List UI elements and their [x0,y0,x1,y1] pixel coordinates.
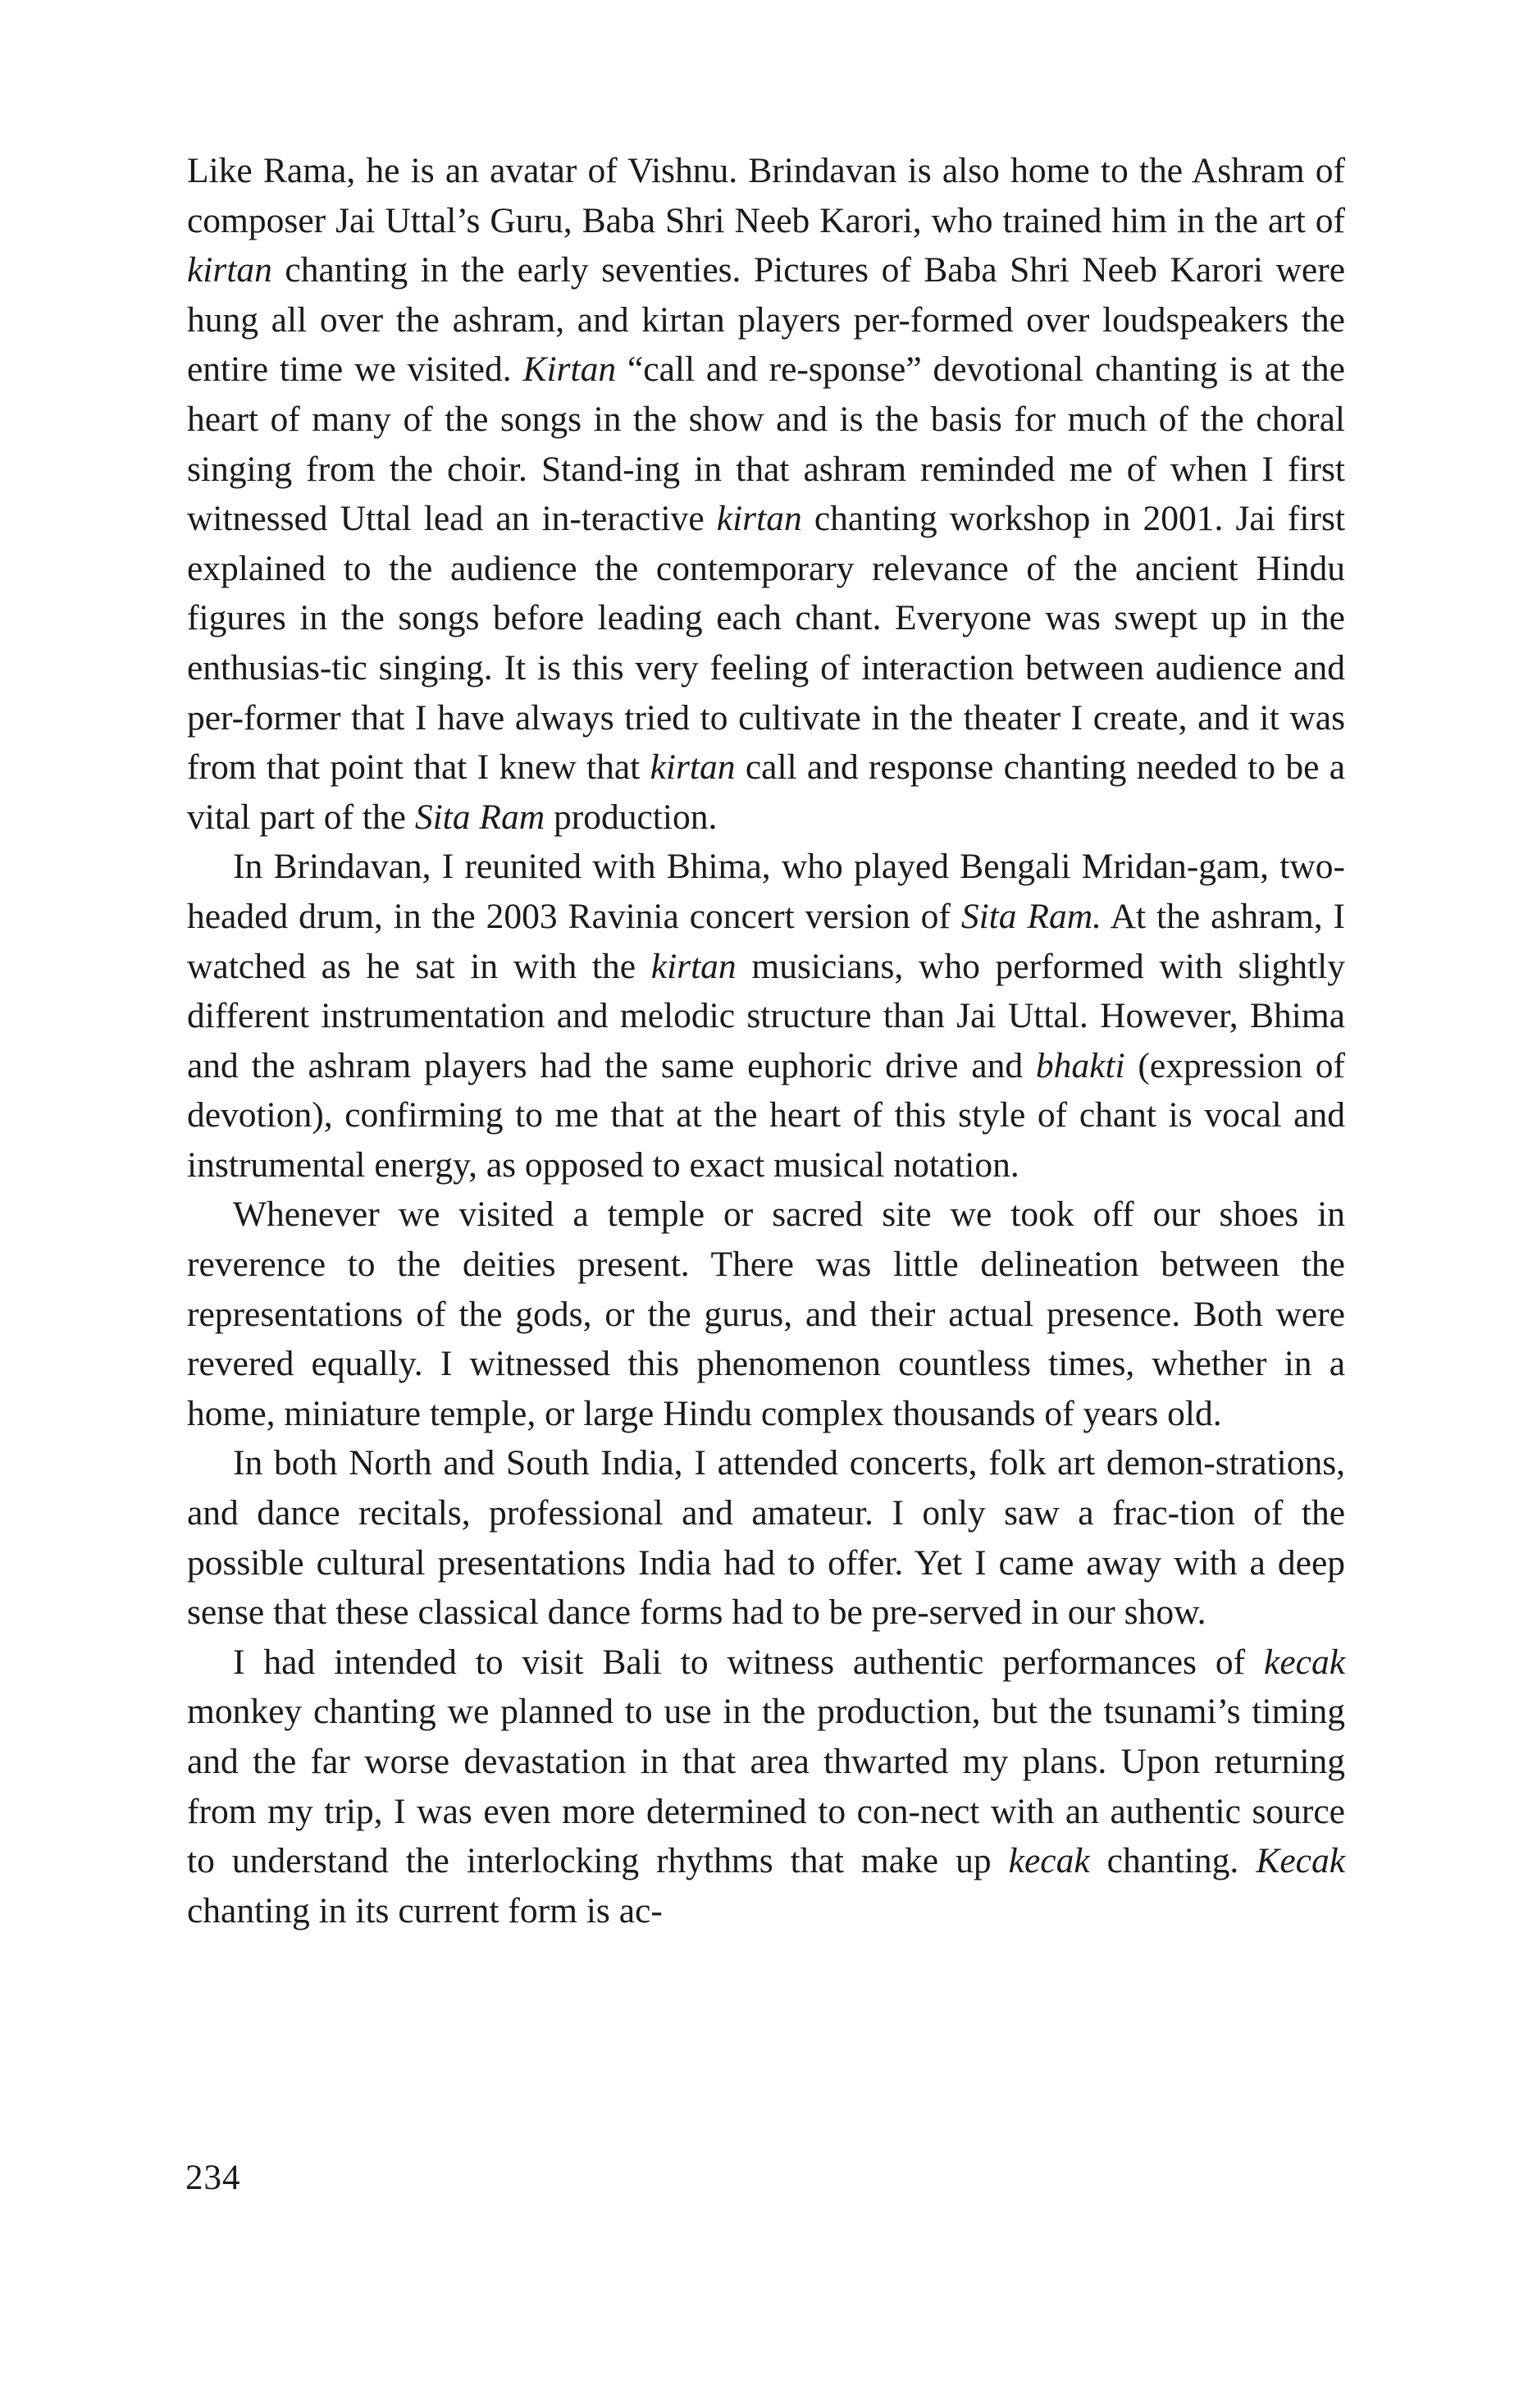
italic-term: kirtan [187,250,272,290]
text-segment: call and response chanting needed to be a vital part of the [187,747,1346,837]
text-segment: chanting in the early seventies. Pictures of Baba Shri Neeb Karori were hung all over the ashram, and kirtan players per-formed over loudspeakers the entire time we visited. [187,250,1345,390]
text-segment: In Brindavan, I reunited with Bhima, who played Bengali Mridan-gam, two-headed drum, in the 2003 Ravinia concert version of [187,847,1345,936]
paragraph-3 [187,1190,1345,1438]
text-segment: Like Rama, he is an avatar of Vishnu. Brindavan is also home to the Ashram of composer Jai Uttal’s Guru, Baba Shri Neeb Karori, who trained him in the art of [187,151,1345,240]
paragraph-5 [187,1638,1345,1936]
paragraph-2 [187,842,1345,1190]
italic-term: Sita Ram [414,797,545,837]
italic-term: bhakti [1035,1045,1125,1085]
italic-term: Sita Ram. [960,896,1102,936]
text-segment: At the ashram, I watched as he sat in with the [187,896,1345,986]
text-segment: chanting. [1089,1841,1257,1881]
body-text [187,146,1345,1935]
italic-term: kirtan [650,747,736,788]
italic-term: kecak [1008,1841,1090,1881]
paragraph-4 [187,1438,1345,1637]
italic-term: Kecak [1256,1841,1345,1881]
text-segment: chanting workshop in 2001. Jai first explained to the audience the contemporary relevance of the ancient Hindu figures in the songs before leading each chant. Everyone was swept up in the enthusias-tic singing. It is this very feeling of interaction between audience and per-former that I have always tried to cultivate in the theater I create, and it was from that point that I knew that [187,499,1345,788]
text-segment: monkey chanting we planned to use in the production, but the tsunami’s timing and the far worse devastation in that area thwarted my plans. Upon returning from my trip, I was even more determined to con-nect with an authentic source to understand the interlocking rhythms that make up [187,1692,1345,1881]
text-segment: I had intended to visit Bali to witness authentic performances of [233,1642,1265,1682]
text-segment: production. [545,797,718,837]
text-segment: musicians, who performed with slightly different instrumentation and melodic structure than Jai Uttal. However, Bhima and the ashram players had the same euphoric drive and [187,946,1345,1085]
text-segment: (expression of devotion), confirming to me that at the heart of this style of chant is vocal and instrumental energy, as opposed to exact musical notation. [187,1045,1345,1185]
italic-term: Kirtan [522,350,617,390]
paragraph-1 [187,146,1345,842]
italic-term: kecak [1264,1642,1345,1682]
italic-term: kirtan [716,499,802,539]
text-segment: “call and re-sponse” devotional chanting is at the heart of many of the songs in the show and is the basis for much of the choral singing from the choir. Stand-ing in that ashram reminded me of when I first witnessed Uttal lead an in-teractive [187,350,1345,539]
text-segment: In both North and South India, I attended concerts, folk art demon-strations, and dance recitals, professional and amateur. I only saw a frac-tion of the possible cultural presentations India had to offer. Yet I came away with a deep sense that these classical dance forms had to be pre-served in our show. [187,1443,1345,1633]
italic-term: kirtan [650,946,737,986]
text-segment: chanting in its current form is ac- [187,1890,663,1931]
text-segment: Whenever we visited a temple or sacred site we took off our shoes in reverence to the deities present. There was little delineation between the representations of the gods, or the gurus, and their actual presence. Both were revered equally. I witnessed this phenomenon countless times, whether in a home, miniature temple, or large Hindu complex thousands of years old. [187,1195,1345,1433]
page-number: 234 [185,2159,241,2197]
